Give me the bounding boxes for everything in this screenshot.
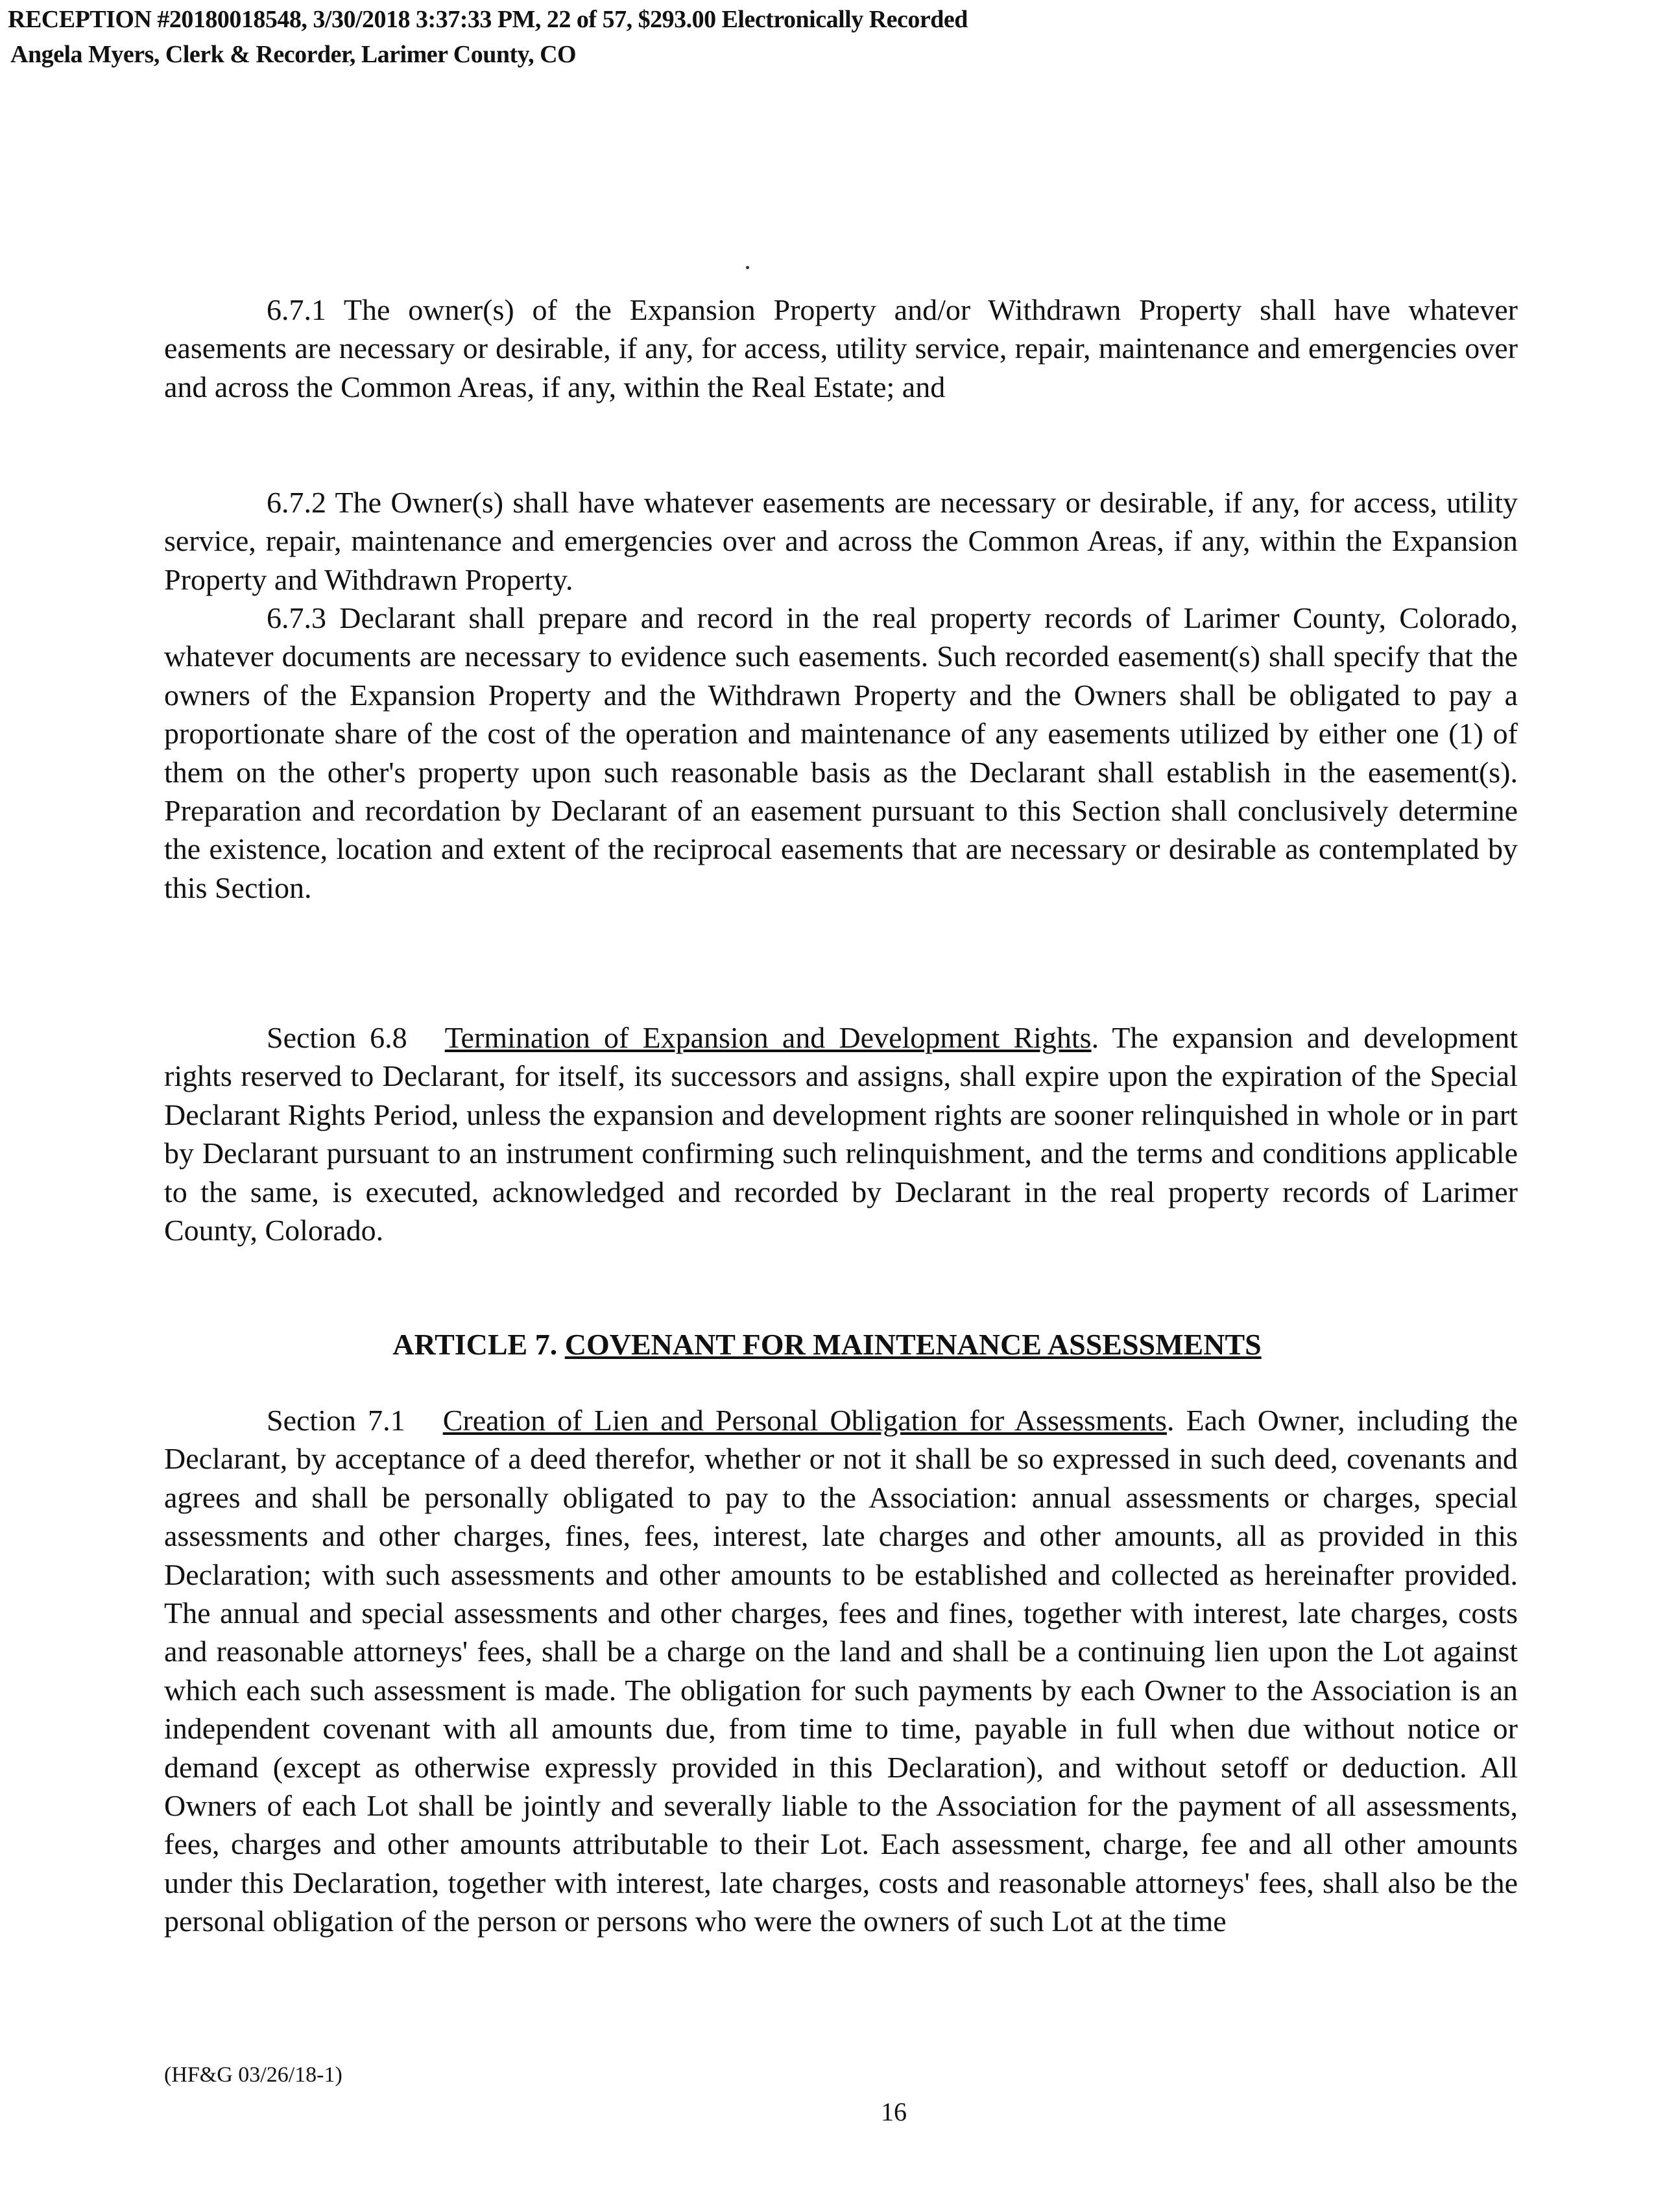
paragraph-6-7-2: 6.7.2 The Owner(s) shall have whatever easements are necessary or desirable, if any, for access, utility service, repair, maintenance and emergencies over and across the Common Areas, if any, within the Expansion Property and Withdrawn Property.: [164, 486, 1518, 596]
page-number: 16: [881, 2097, 907, 2126]
scan-speck: [746, 266, 749, 269]
article-heading: [0, 1325, 1654, 1364]
paragraph-6-7-3: 6.7.3 Declarant shall prepare and record in the real property records of Larimer County, Colorado, whatever documents are necessary to evidence such easements. Such recorded easement(s) shall specify that the owners of the Expansion Property and the Withdrawn Property and the Owners shall be obligated to pay a proportionate share of the cost of the operation and maintenance of any easements utilized by either one (1) of them on the other's property upon such reasonable basis as the Declarant shall establish in the easement(s). Preparation and recordation by Declarant of an easement pursuant to this Section shall conclusively determine the existence, location and extent of the reciprocal easements that are necessary or desirable as contemplated by this Section.: [164, 601, 1518, 904]
document-id: (HF&G 03/26/18-1): [164, 2063, 342, 2087]
recording-stamp-line-2: Angela Myers, Clerk & Recorder, Larimer County, CO: [10, 41, 577, 68]
article-number: ARTICLE 7.: [392, 1328, 565, 1361]
section-label: Section 7.1: [267, 1404, 405, 1437]
article-title: COVENANT FOR MAINTENANCE ASSESSMENTS: [564, 1328, 1262, 1361]
section-title: Termination of Expansion and Development Rights: [444, 1021, 1092, 1054]
section-text: . Each Owner, including the Declarant, by acceptance of a deed therefor, whether or not it shall be so expressed in such deed, covenants and agrees and shall be personally obligated to pay to the Association: annual assessments or charges, special assessments and other charges, fines, fees, interest, late charges and other amounts, all as provided in this Declaration; with such assessments and other amounts to be established and collected as hereinafter provided. The annual and special assessments and other charges, fees and fines, together with interest, late charges, costs and reasonable attorneys' fees, shall be a charge on the land and shall be a continuing lien upon the Lot against which each such assessment is made. The obligation for such payments by each Owner to the Association is an independent covenant with all amounts due, from time to time, payable in full when due without notice or demand (except as otherwise expressly provided in this Declaration), and without setoff or deduction. All Owners of each Lot shall be jointly and severally liable to the Association for the payment of all assessments, fees, charges and other amounts attributable to their Lot. Each assessment, charge, fee and all other amounts under this Declaration, together with interest, late charges, costs and reasonable attorneys' fees, shall also be the personal obligation of the person or persons who were the owners of such Lot at the time: [164, 1404, 1518, 1938]
section-label: Section 6.8: [267, 1021, 407, 1054]
recording-stamp-line-1: RECEPTION #20180018548, 3/30/2018 3:37:33 PM, 22 of 57, $293.00 Electronically Recorded: [8, 6, 968, 33]
paragraph-6-7-1: 6.7.1 The owner(s) of the Expansion Property and/or Withdrawn Property shall have whatever easements are necessary or desirable, if any, for access, utility service, repair, maintenance and emergencies over and across the Common Areas, if any, within the Real Estate; and: [164, 293, 1518, 403]
section-6-8: [164, 1018, 1518, 1249]
section-text: . The expansion and development rights reserved to Declarant, for itself, its successors and assigns, shall expire upon the expiration of the Special Declarant Rights Period, unless the expansion and development rights are sooner relinquished in whole or in part by Declarant pursuant to an instrument confirming such relinquishment, and the terms and conditions applicable to the same, is executed, acknowledged and recorded by Declarant in the real property records of Larimer County, Colorado.: [164, 1021, 1518, 1247]
section-7-1: [164, 1401, 1518, 1941]
section-title: Creation of Lien and Personal Obligation for Assessments: [442, 1404, 1167, 1437]
